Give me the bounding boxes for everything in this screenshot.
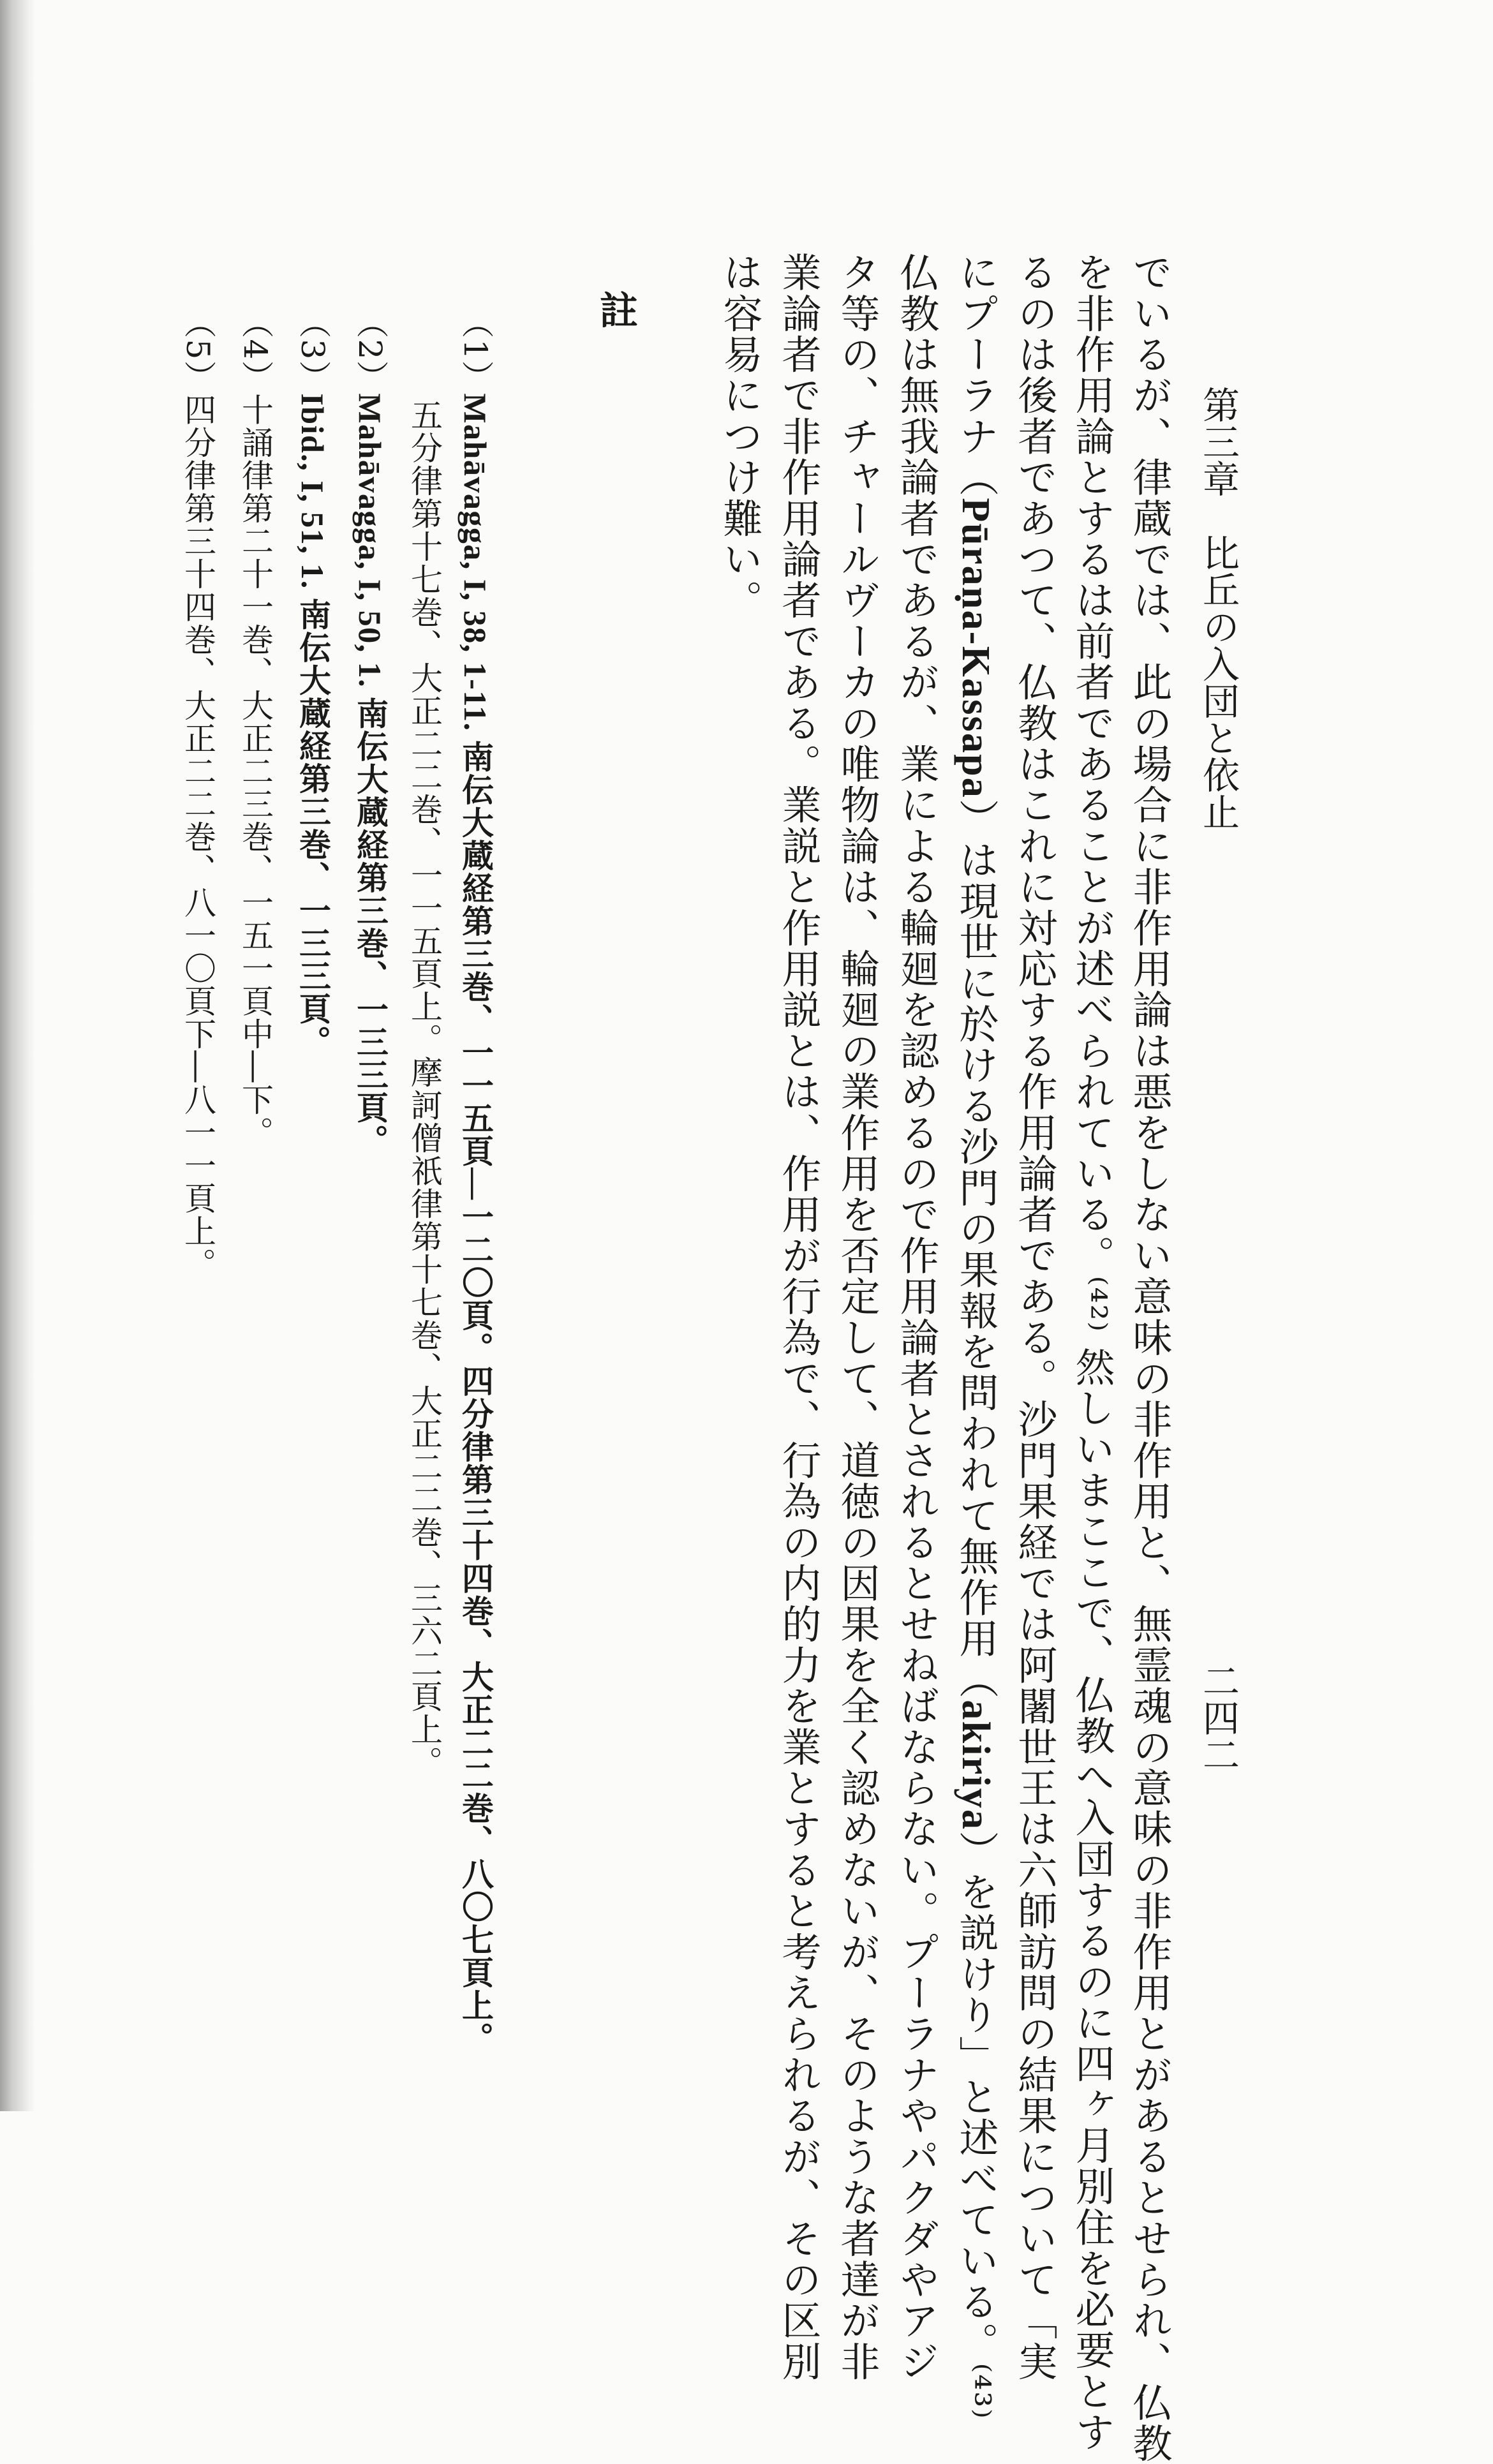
note-number: （3）	[294, 306, 331, 394]
note-1: （1）Mahāvagga, I, 38, 1-11. 南伝大蔵経第三巻、一一五頁―一二〇頁。四分律第三十四巻、大正二二巻、八〇七頁上。	[457, 306, 494, 2055]
note-4: （4）十誦律第二十一巻、大正二三巻、一五一頁中―下。	[237, 306, 274, 1149]
latin-name: Pūraṇa-Kassapa	[954, 498, 997, 799]
running-header	[1196, 386, 1240, 830]
note-number: （2）	[352, 306, 389, 394]
body-line: 業論者で非作用論者である。業説と作用説とは、作用が行為で、行為の内的力を業とすると考えられるが、その区別	[775, 252, 822, 2382]
body-line: を非作用論とするは前者であることが述べられている。⁽⁴²⁾ 然しいまここで、仏教へ入団するのに四ヶ月別住を必要とす	[1069, 252, 1115, 2453]
page-number: 二四二	[1196, 1662, 1240, 1773]
note-number: （1）	[457, 306, 494, 394]
note-2: （2）Mahāvagga, I, 50, 1. 南伝大蔵経第三巻、一三三頁。	[352, 306, 389, 1157]
body-line: タ等の、チャールヴーカの唯物論は、輪廻の業作用を否定して、道徳の因果を全く認めないが、そのような者達が非	[834, 252, 880, 2382]
body-line: でいるが、律蔵では、此の場合に非作用論は悪をしない意味の非作用と、無霊魂の意味の非作用とがあるとせられ、仏教	[1126, 252, 1173, 2464]
chapter-title: 比丘の入団と依止	[1196, 534, 1240, 830]
note-5: （5）四分律第三十四巻、大正二二巻、八一〇頁下―八一一頁上。	[179, 306, 216, 1280]
scan-edge-shadow	[0, 0, 35, 2111]
latin-term: akiriya	[954, 1700, 997, 1831]
notes-heading: 註	[593, 290, 638, 329]
note-1-continued: 五分律第十七巻、大正二二巻、一一五頁上。摩訶僧祇律第十七巻、大正二二巻、三六二頁上。	[406, 399, 443, 1779]
note-number: （5）	[179, 306, 216, 394]
body-line: にプーラナ（Pūraṇa-Kassapa）は現世に於ける沙門の果報を問われて無作用（akiriya）を説けり」と述べている。⁽⁴³⁾	[953, 252, 999, 2420]
chapter-label: 第三章	[1196, 386, 1240, 497]
body-line: は容易につけ難い。	[717, 252, 763, 621]
note-3: （3）Ibid., I, 51, 1. 南伝大蔵経第三巻、一三三頁。	[294, 306, 331, 1058]
note-number: （4）	[237, 306, 274, 394]
body-line: 仏教は無我論者であるが、業による輪廻を認めるので作用論者とされるとせねばならない。プーラナやパクダやアジ	[893, 252, 940, 2382]
body-line: るのは後者であつて、仏教はこれに対応する作用論者である。沙門果経では阿闍世王は六師訪問の結果について「実	[1011, 252, 1058, 2382]
